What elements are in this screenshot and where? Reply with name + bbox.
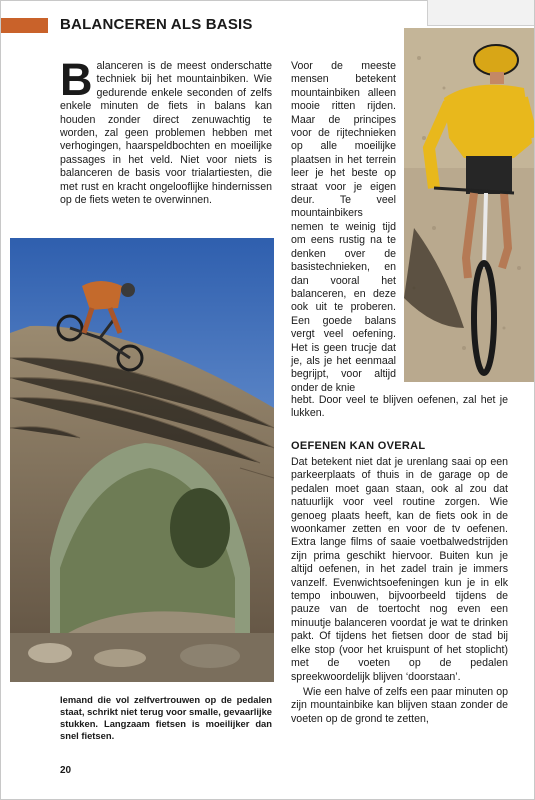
intro-text: alanceren is de meest onderschatte techniek bij het mountainbiken. Wie gedurende enkele seconden of zelfs enkele minuten de fiets in balans kan houden zonder direct zenuwachtig te worden, zal geen problemen hebben met verhogingen, haarspeldbochten en moeilijke passages in het veld. Niet voor niets is balanceren de basis voor trialartiesten, die met rust en kracht ongelooflijke hindernissen op de fiets weten te overwinnen.	[60, 60, 272, 207]
narrow-column-text	[291, 60, 396, 395]
section-paragraph-2: Wie een halve of zelfs een paar minuten op zijn mountainbike kan blijven staan zonder de voeten op de grond te zetten,	[291, 685, 508, 725]
intro-paragraph	[60, 54, 272, 207]
photo-caption: Iemand die vol zelfvertrouwen op de pedalen staat, schrikt niet terug voor smalle, gevaarlijke stukken. Langzaam fietsen is moeilijker dan snel fietsen.	[60, 694, 272, 741]
page-title: BALANCEREN ALS BASIS	[60, 16, 253, 33]
section-body	[291, 456, 508, 726]
page-number: 20	[60, 765, 72, 776]
wide-column-continuation	[291, 394, 508, 421]
page-corner-tab	[427, 0, 534, 26]
section-heading: OEFENEN KAN OVERAL	[291, 440, 426, 452]
section-marker-bar	[1, 18, 48, 33]
mountainbiker-photo	[404, 28, 534, 382]
stone-arch-trial-photo	[10, 238, 274, 682]
wide-column-paragraph: hebt. Door veel te blijven oefenen, zal het je lukken.	[291, 394, 508, 420]
drop-cap: B	[60, 54, 93, 105]
narrow-column-paragraph: Voor de meeste mensen betekent mountainbiken alleen mooie ritten rijden. Maar de principes voor de rijtechnieken op alle moeilijke plaatsen in het terrein leer je het beste op straat voor je eigen deur. Te veel mountainbikers nemen te weinig tijd om eens rustig na te denken over de basistechnieken, en dan vooral het balanceren, en deze ook uit te proberen. Een goede balans vergt veel oefening. Het is geen trucje dat je, als je het eenmaal begrijpt, voor altijd onder de knie	[291, 60, 396, 394]
section-paragraph-1: Dat betekent niet dat je urenlang saai op een parkeerplaats of thuis in de garage op de pedalen moet gaan staan, ook al zou dat natuurlijk voor veel routine zorgen. Wie genoeg plaats heeft, kan de fiets ook in de woonkamer zetten en voor de tv oefenen. Extra lange films of saaie voetbalwedstrijden zijn prima geschikt hiervoor. Buiten kun je altijd oefenen, in het zadel train je immers vanzelf. Evenwichtsoefeningen kun je in elk tempo inbouwen, bijvoorbeeld tijdens de pauze van de toertocht nog even een minuutje balanceren voordat je wat te drinken pakt. Of tijdens het fietsen door de stad bij elke stop (voor het kruispunt of het stoplicht) met de voeten op de pedalen spreekwoordelijk blijven ‘doorstaan’.	[291, 456, 508, 683]
